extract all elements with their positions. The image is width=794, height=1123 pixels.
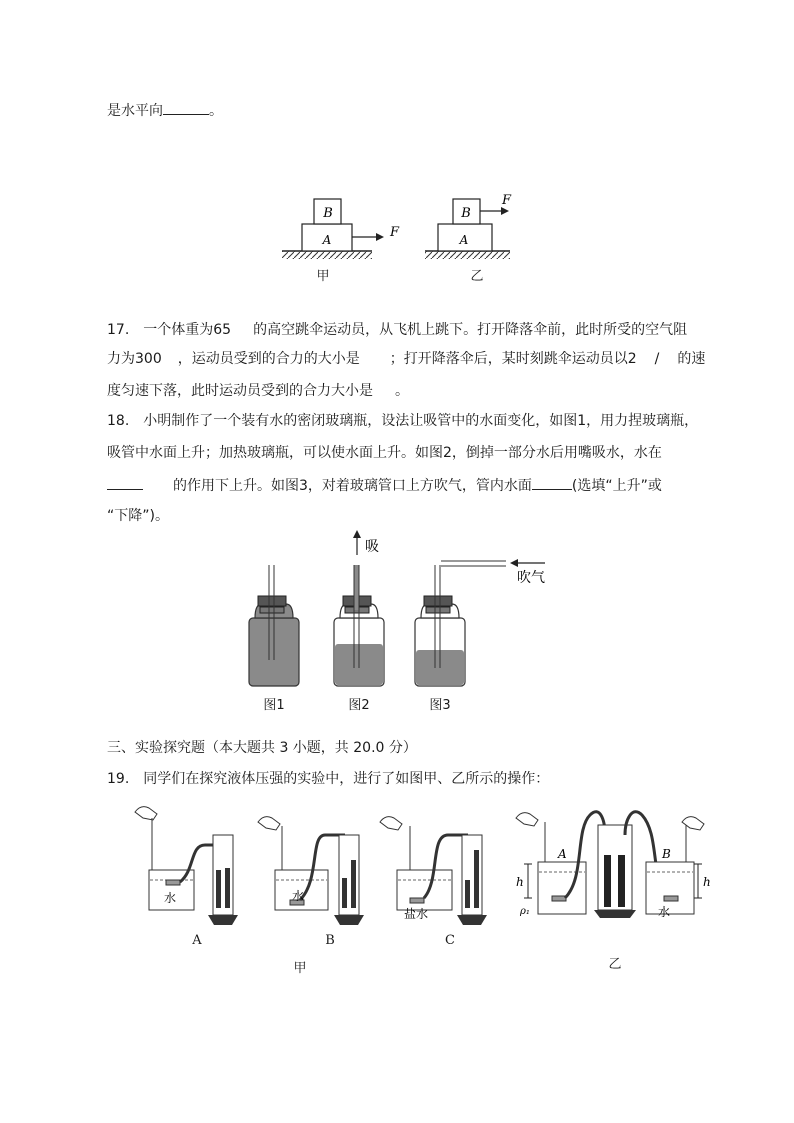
caption-group-yi: 乙 <box>608 957 622 972</box>
block-a-label: A <box>459 233 469 247</box>
q18-line-1: 18. 小明制作了一个装有水的密闭玻璃瓶，设法让吸管中的水面变化，如图1，用力捏玻璃瓶， <box>107 413 699 429</box>
q17-text: 的速 <box>677 351 706 367</box>
q17-text: / <box>654 351 660 367</box>
caption-setup-c: C <box>445 933 455 948</box>
liquid-label-a: 水 <box>164 891 177 905</box>
q18-line-2: 吸管中水面上升；加热玻璃瓶，可以使水面上升。如图2，倒掉一部分水后用嘴吸水，水在 <box>107 445 662 461</box>
liquid-label-c: 盐水 <box>404 907 429 921</box>
label-rho: ρ₁ <box>520 906 530 917</box>
q18-text: 的作用下上升。如图3，对着玻璃管口上方吹气，管内水面 <box>173 478 532 494</box>
dual-manometer <box>516 812 711 919</box>
q17-text: ；打开降落伞后，某时刻跳伞运动员以2 <box>389 351 637 367</box>
block-a-label: A <box>322 233 332 247</box>
liquid-label-b: 水 <box>292 889 305 903</box>
q17-text: ，运动员受到的合力的大小是 <box>177 351 360 367</box>
suck-label: 吸 <box>365 539 379 555</box>
q17-text: 。 <box>395 383 409 399</box>
q17-text: 17. 一个体重为65 <box>107 322 232 338</box>
q18-text: (选填“上升”或 <box>571 478 662 494</box>
caption-yi: 乙 <box>470 269 484 284</box>
blow-label: 吹气 <box>517 570 545 586</box>
caption-fig2: 图2 <box>348 698 370 713</box>
q17-text: 力为300 <box>107 351 162 367</box>
force-label: F <box>502 193 512 208</box>
q16-tail-text: 是水平向 <box>107 103 163 119</box>
label-h-left: h <box>516 875 524 889</box>
q17-text: 的高空跳伞运动员，从飞机上跳下。打开降落伞前，此时所受的空气阻 <box>253 322 688 338</box>
force-label: F <box>390 225 400 240</box>
label-a: A <box>558 847 567 861</box>
block-b-label: B <box>461 206 471 221</box>
caption-setup-a: A <box>192 933 202 948</box>
block-b-label: B <box>323 206 333 221</box>
section-3-title: 三、实验探究题（本大题共 3 小题，共 20.0 分） <box>107 740 417 756</box>
liquid-label-right: 水 <box>658 905 671 919</box>
caption-setup-b: B <box>325 933 335 948</box>
caption-group-jia: 甲 <box>293 961 307 976</box>
label-b: B <box>662 847 671 861</box>
caption-fig3: 图3 <box>429 698 451 713</box>
caption-fig1: 图1 <box>263 698 285 713</box>
q19-text: 19. 同学们在探究液体压强的实验中，进行了如图甲、乙所示的操作： <box>107 771 550 787</box>
caption-jia: 甲 <box>316 269 330 284</box>
q18-line-4: “下降”)。 <box>107 508 169 524</box>
q16-tail-end: 。 <box>209 103 223 119</box>
label-h-right: h <box>703 875 711 889</box>
q17-text: 度匀速下落，此时运动员受到的合力大小是 <box>107 383 373 399</box>
